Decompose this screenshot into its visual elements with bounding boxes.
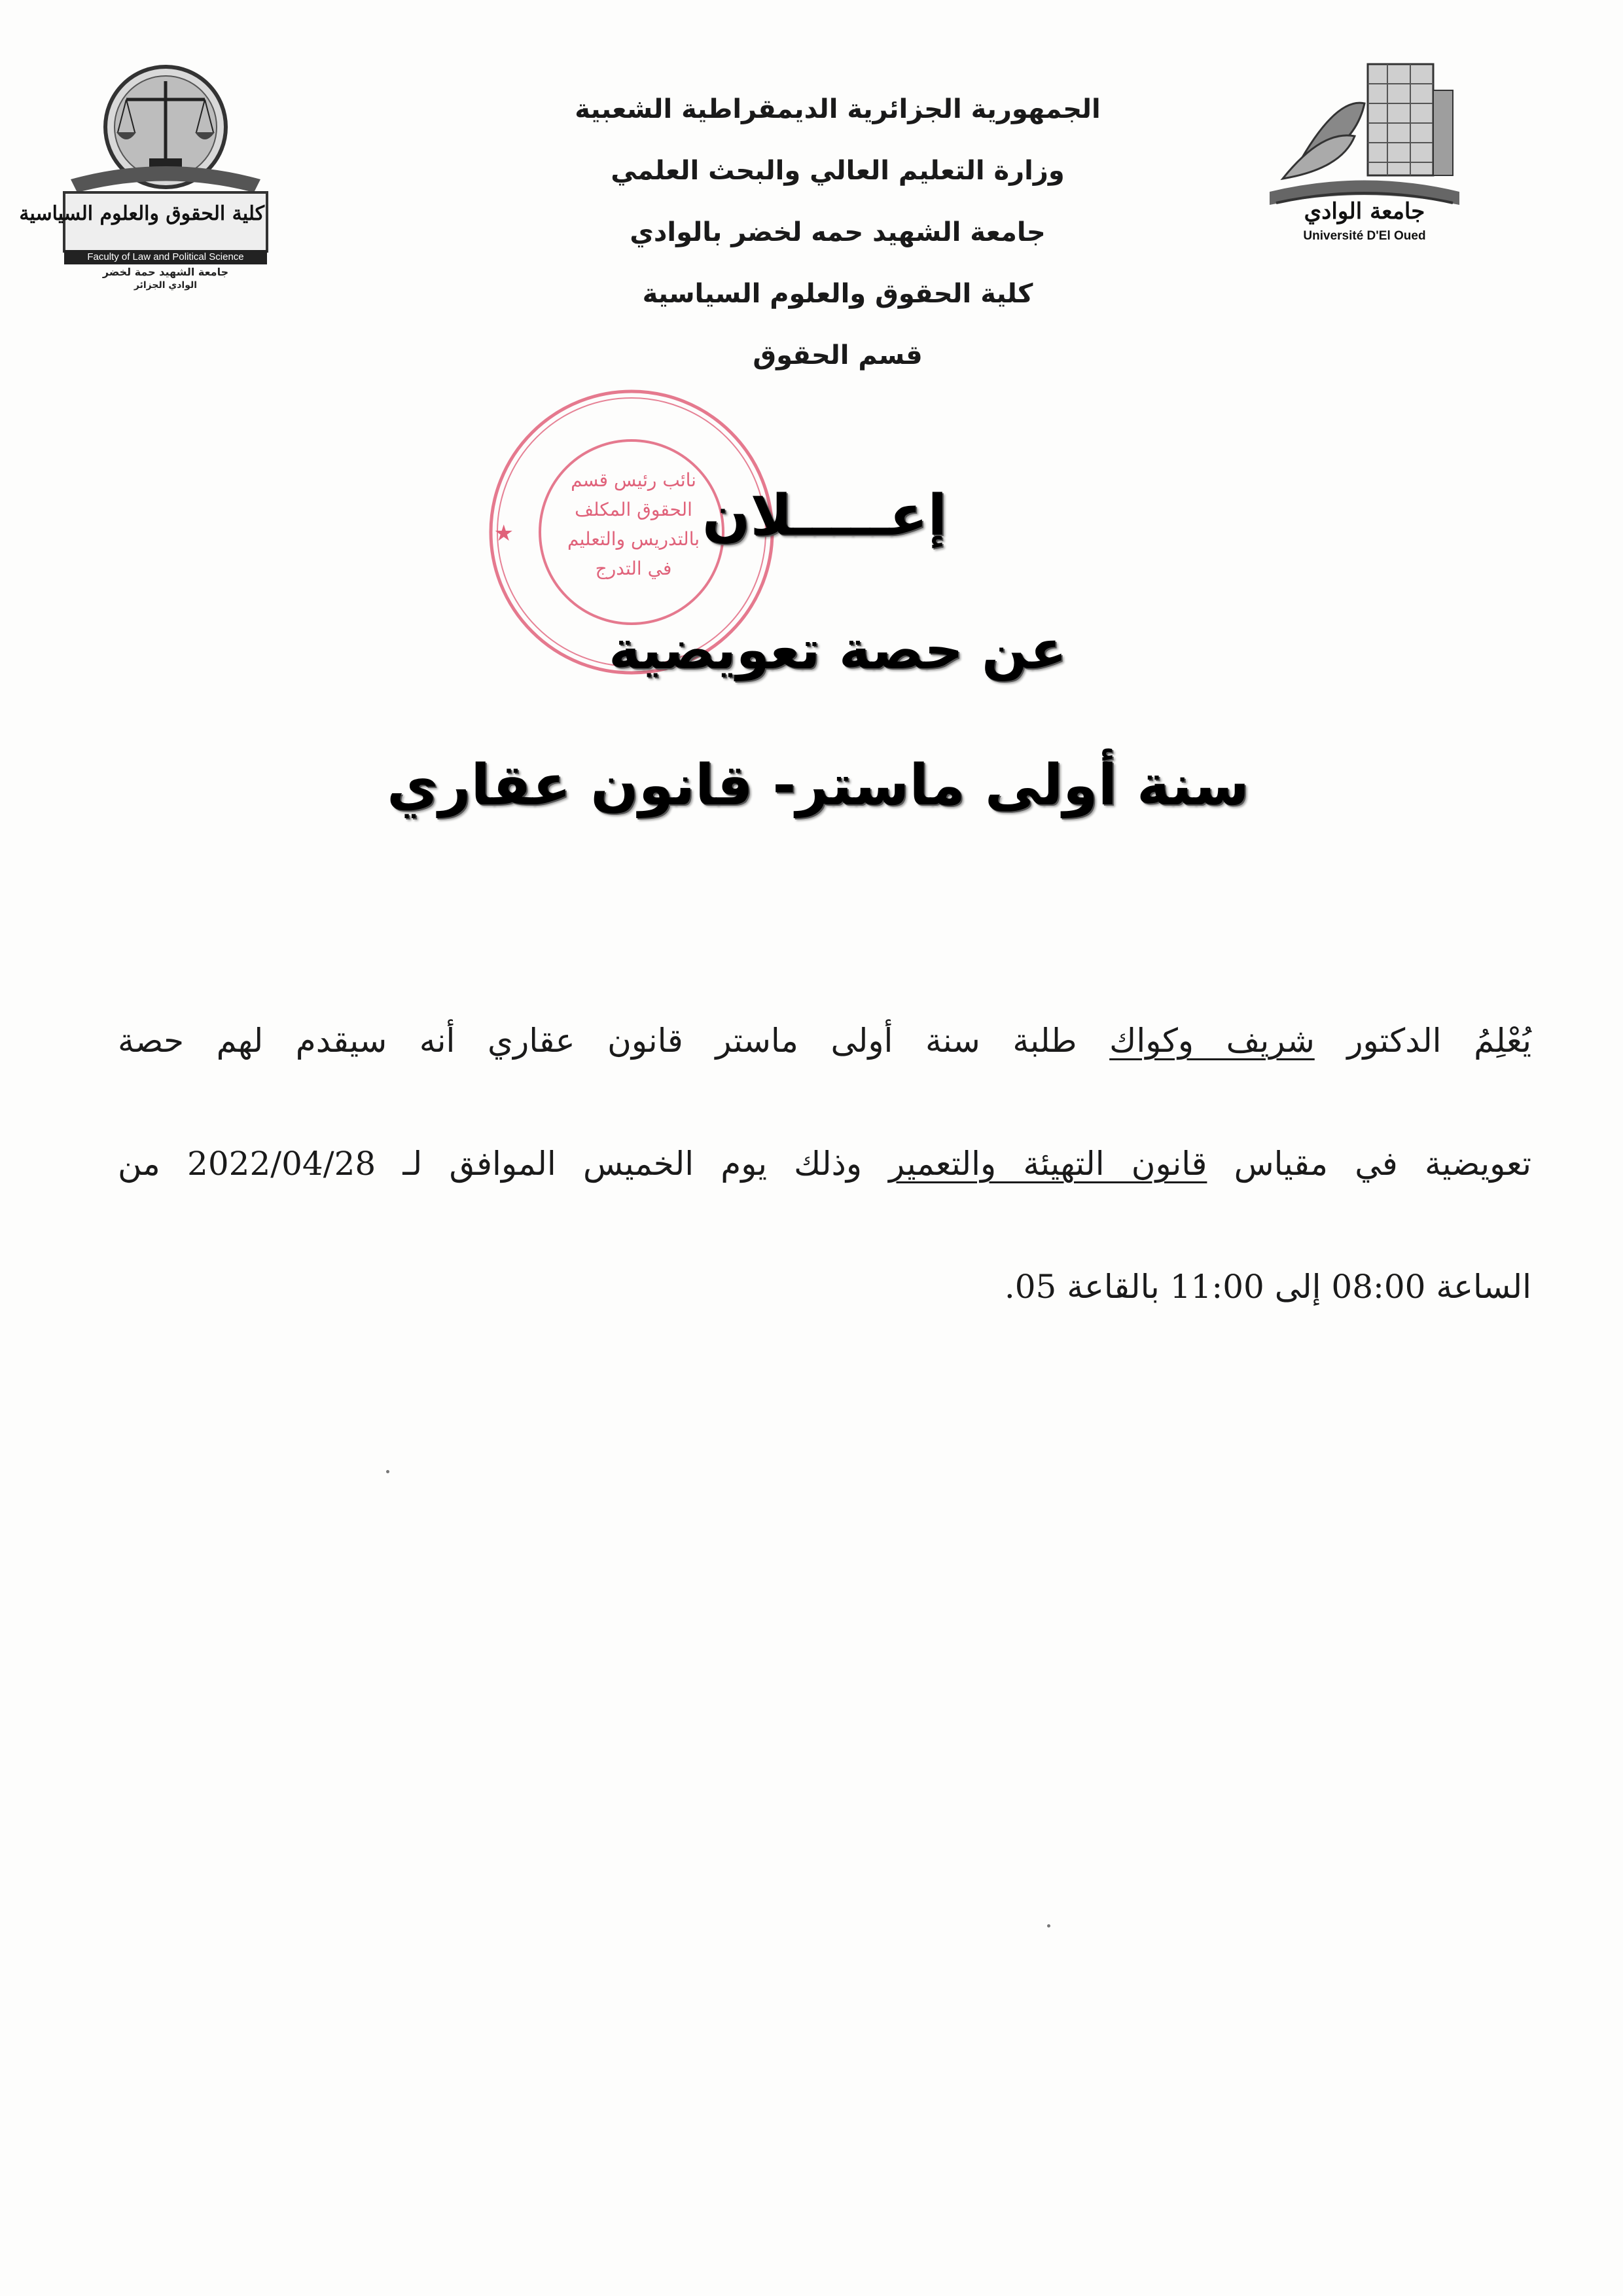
header-country: الجمهورية الجزائرية الديمقراطية الشعبية (575, 94, 1101, 124)
scan-speck (386, 1470, 389, 1473)
course-name: قانون التهيئة والتعمير (889, 1145, 1207, 1183)
university-arabic-name: جامعة الوادي (1304, 198, 1425, 224)
stamp-outer-text (484, 385, 497, 391)
stamp-star-icon: ★ (493, 520, 514, 547)
stamp-inner-line4: في التدرج (595, 558, 672, 579)
header-university: جامعة الشهيد حمه لخضر بالوادي (630, 217, 1046, 247)
faculty-university-line2: الوادي الجزائر (134, 280, 198, 291)
announcement-body (118, 979, 1531, 1348)
university-french-name: Université D'El Oued (1303, 229, 1426, 243)
university-logo (1257, 58, 1472, 254)
body-line-2: تعويضية في مقياس قانون التهيئة والتعمير وذلك يوم الخميس الموافق لـ 2022/04/28 من (118, 1145, 1531, 1183)
announcement-level: سنة أولى ماستر- قانون عقاري (387, 753, 1249, 818)
stamp-inner-line1: نائب رئيس قسم (571, 469, 696, 491)
faculty-logo (19, 55, 274, 297)
announcement-title: إعـــــلان (702, 483, 947, 548)
header-department: قسم الحقوق (753, 340, 923, 370)
university-building-icon (1257, 58, 1472, 254)
stamp-inner-line2: الحقوق المكلف (575, 499, 692, 520)
announcement-subject: عن حصة تعويضية (609, 619, 1067, 681)
body-line-1: يُعْلِمُ الدكتور شريف وكواك طلبة سنة أولى ماستر قانون عقاري أنه سيقدم لهم حصة (118, 1022, 1531, 1060)
header-faculty: كلية الحقوق والعلوم السياسية (642, 279, 1033, 309)
svg-text:وزارة التعليم العالي والبحث ال (484, 385, 497, 391)
doctor-name: شريف وكواك (1109, 1022, 1315, 1060)
faculty-arabic-name: كلية الحقوق والعلوم السياسية (19, 202, 264, 225)
stamp-inner-line3: بالتدريس والتعليم (567, 528, 700, 550)
letterhead (419, 79, 1257, 386)
faculty-english-name: Faculty of Law and Political Science (87, 251, 244, 262)
scan-speck (1047, 1924, 1050, 1928)
header-ministry: وزارة التعليم العالي والبحث العلمي (611, 156, 1065, 186)
faculty-university-line1: جامعة الشهيد حمة لخضر (102, 266, 229, 278)
body-line-3: الساعة 08:00 إلى 11:00 بالقاعة 05. (1004, 1268, 1531, 1306)
